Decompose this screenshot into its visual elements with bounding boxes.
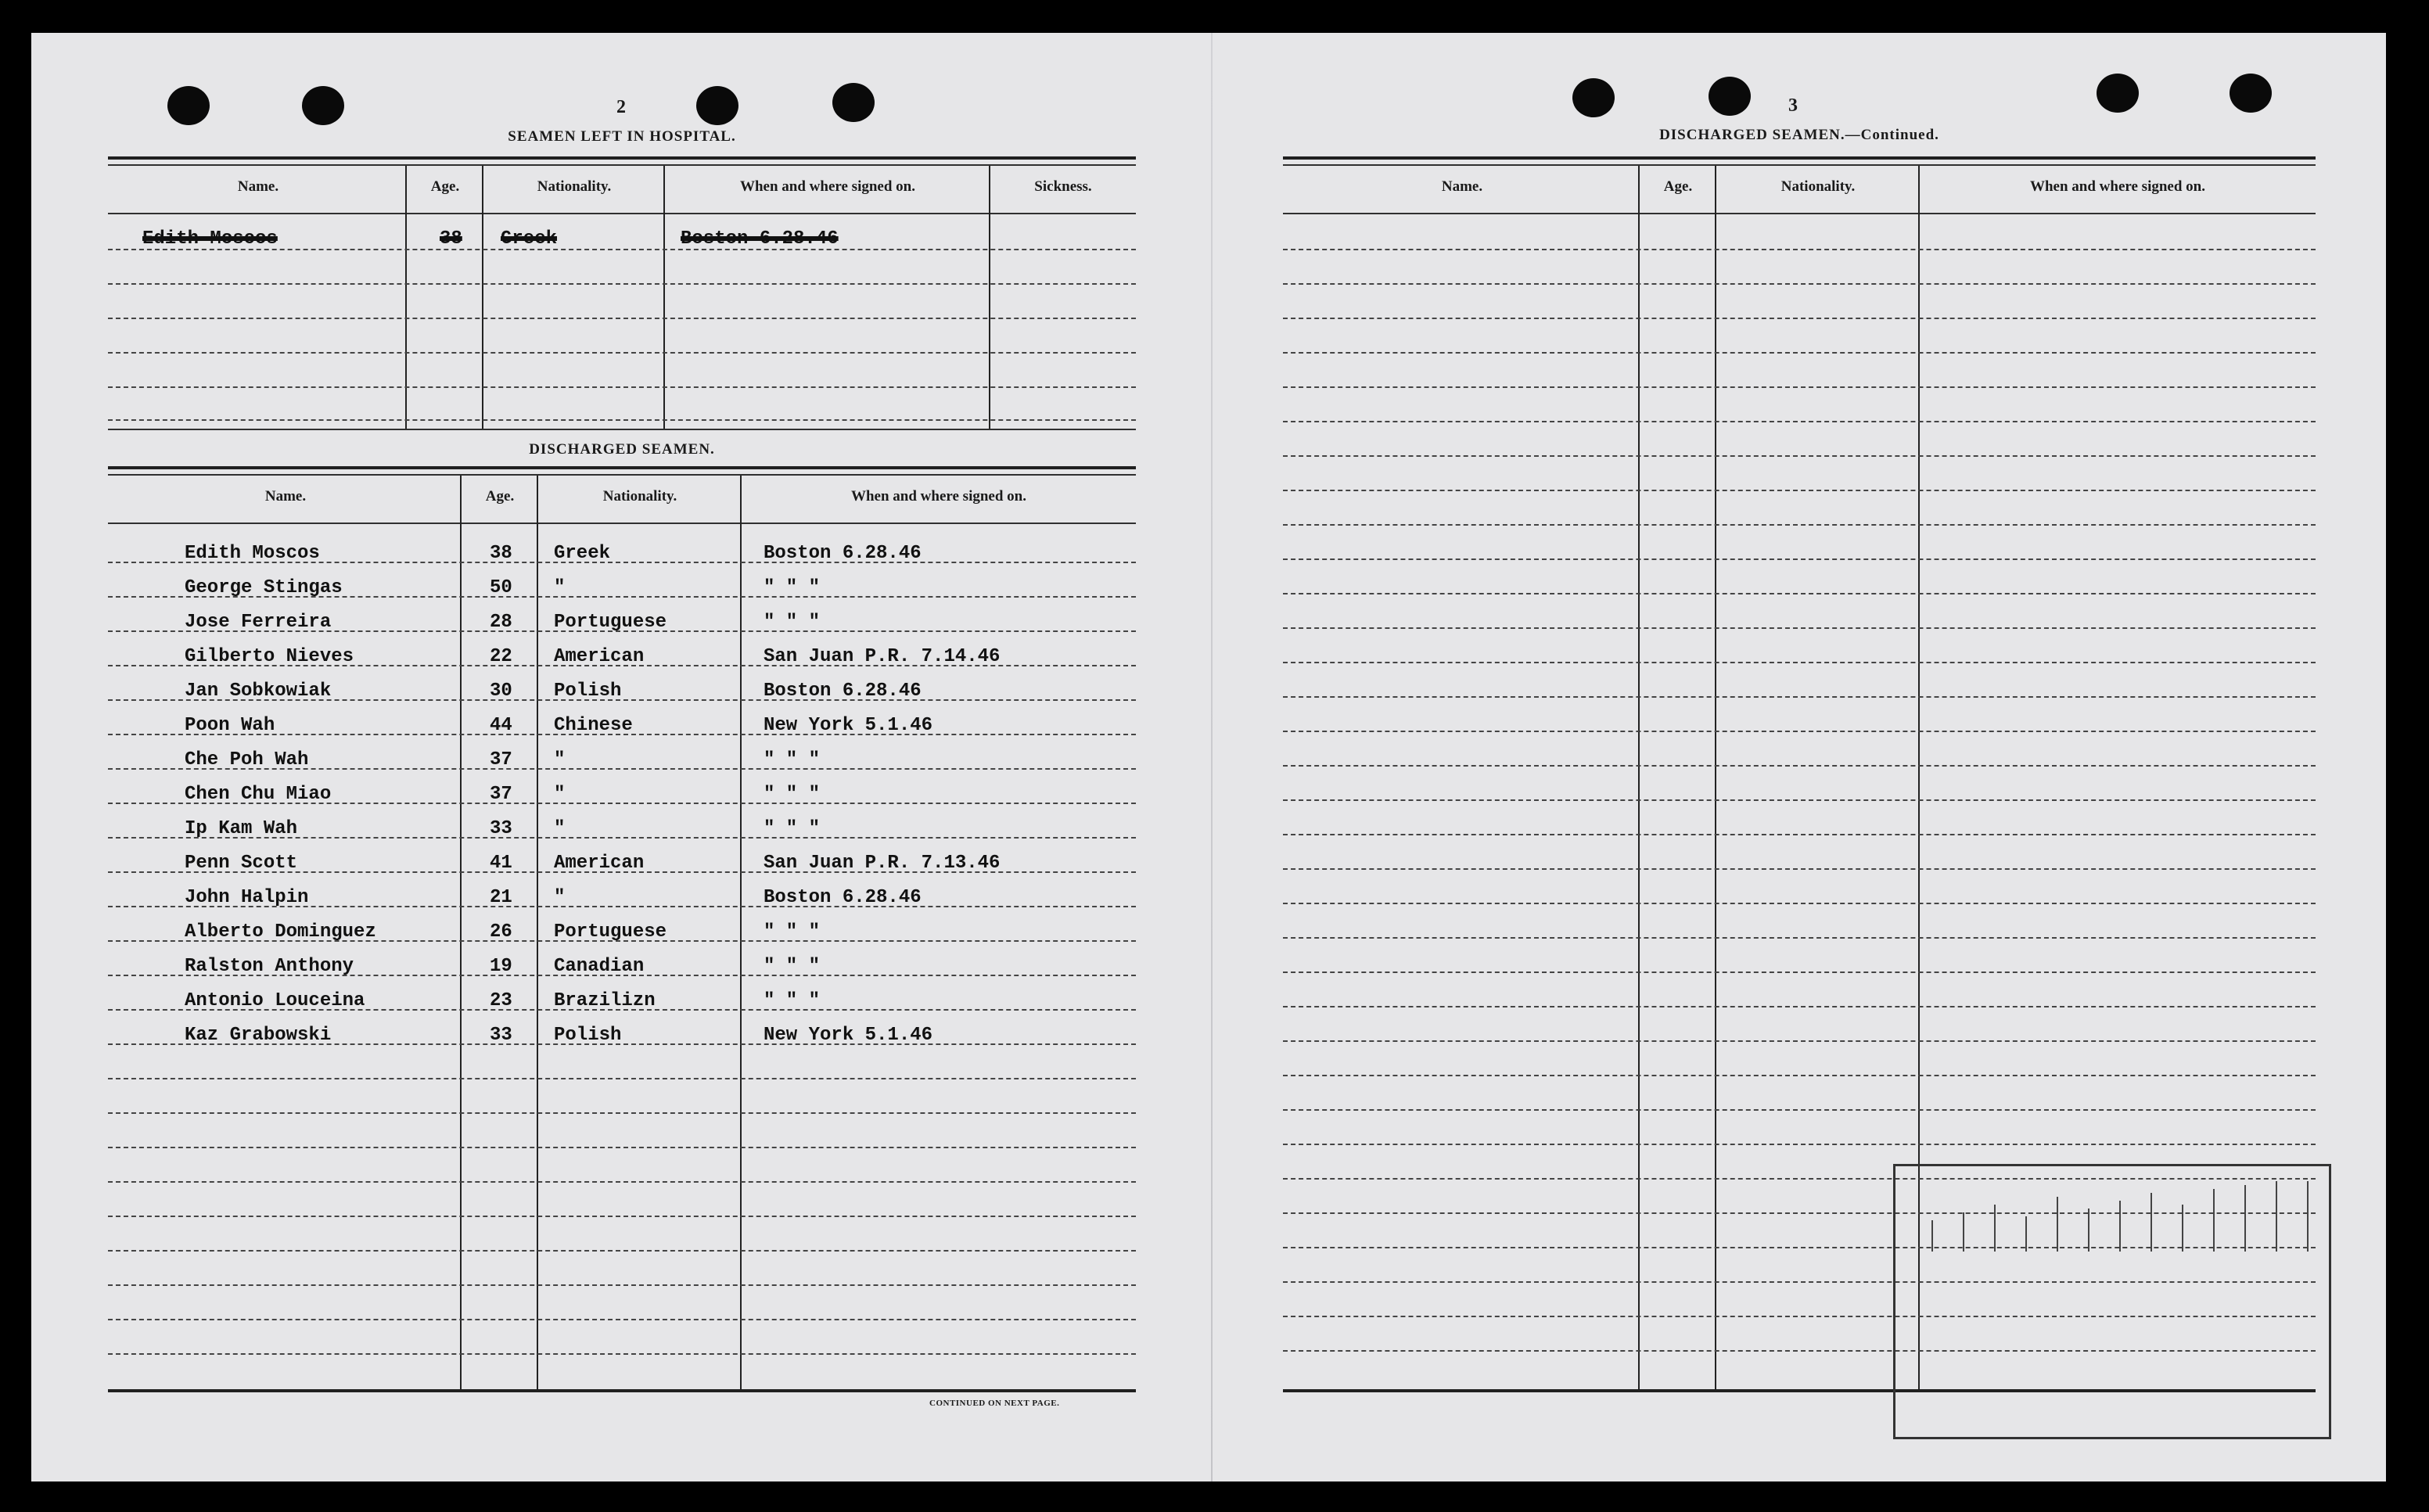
row-line: [1283, 1040, 2316, 1042]
seaman-signed-on: " " ": [764, 956, 821, 977]
seaman-age: 23: [490, 990, 512, 1011]
row-line: [1283, 868, 2316, 870]
rule: [108, 164, 1136, 166]
hospital-name-crossed: Edith Moscos: [142, 228, 278, 250]
hospital-nationality-crossed: Greek: [501, 228, 558, 250]
row-line: [108, 1147, 1136, 1148]
seaman-signed-on: San Juan P.R. 7.13.46: [764, 853, 1001, 874]
seaman-signed-on: " " ": [764, 749, 821, 770]
rule: [108, 1389, 1136, 1392]
punch-hole: [2097, 74, 2139, 113]
rule: [108, 466, 1136, 469]
row-line: [1283, 421, 2316, 422]
row-line: [108, 352, 1136, 354]
row-line: [108, 419, 1136, 421]
row-line: [1283, 627, 2316, 629]
seaman-name: Chen Chu Miao: [185, 784, 332, 805]
header-signed-on: When and where signed on.: [739, 178, 915, 195]
seaman-age: 37: [490, 784, 512, 805]
seaman-name: Ralston Anthony: [185, 956, 354, 977]
header-sickness: Sickness.: [1034, 178, 1092, 195]
header-name: Name.: [237, 178, 279, 195]
column-divider: [1638, 166, 1640, 1389]
seaman-name: Penn Scott: [185, 853, 298, 874]
seaman-nationality: Polish: [554, 681, 622, 702]
punch-hole: [167, 86, 210, 125]
seaman-name: Ip Kam Wah: [185, 818, 298, 839]
seaman-nationality: Portuguese: [554, 921, 667, 943]
seaman-name: Jan Sobkowiak: [185, 681, 332, 702]
rule: [1283, 164, 2316, 166]
seaman-name: Antonio Louceina: [185, 990, 365, 1011]
page-fold: [1211, 33, 1213, 1481]
row-line: [108, 1216, 1136, 1217]
rule: [108, 213, 1136, 214]
seaman-name: Alberto Dominguez: [185, 921, 376, 943]
row-line: [108, 1353, 1136, 1355]
row-line: [1283, 524, 2316, 526]
column-divider: [482, 166, 483, 429]
hospital-signed-on-crossed: Boston 6.28.46: [681, 228, 839, 250]
seaman-age: 37: [490, 749, 512, 770]
page-number: 3: [1788, 95, 1798, 116]
seaman-signed-on: Boston 6.28.46: [764, 543, 922, 564]
rule: [1283, 213, 2316, 214]
archive-stamp-marks: [1901, 1173, 2327, 1267]
row-line: [1283, 1006, 2316, 1007]
column-divider: [1715, 166, 1716, 1389]
seaman-signed-on: " " ": [764, 990, 821, 1011]
seaman-age: 50: [490, 577, 512, 598]
rule: [108, 523, 1136, 524]
row-line: [108, 1319, 1136, 1320]
row-line: [1283, 249, 2316, 250]
seaman-age: 30: [490, 681, 512, 702]
seaman-nationality: Portuguese: [554, 612, 667, 633]
seaman-nationality: ": [554, 784, 566, 805]
seaman-signed-on: " " ": [764, 784, 821, 805]
rule: [108, 429, 1136, 430]
seaman-nationality: American: [554, 646, 645, 667]
seaman-nationality: Canadian: [554, 956, 645, 977]
header-age: Age.: [430, 178, 460, 195]
row-line: [108, 249, 1136, 250]
seaman-name: Che Poh Wah: [185, 749, 309, 770]
continued-note: CONTINUED ON NEXT PAGE.: [929, 1399, 1060, 1408]
header-age: Age.: [1663, 178, 1693, 195]
punch-hole: [1709, 77, 1751, 116]
header-name: Name.: [1441, 178, 1483, 195]
seaman-name: George Stingas: [185, 577, 343, 598]
row-line: [1283, 731, 2316, 732]
row-line: [1283, 971, 2316, 973]
seaman-name: Poon Wah: [185, 715, 275, 736]
punch-hole: [302, 86, 344, 125]
row-line: [1283, 386, 2316, 388]
column-divider: [663, 166, 665, 429]
row-line: [1283, 455, 2316, 457]
row-line: [1283, 1144, 2316, 1145]
row-line: [1283, 799, 2316, 801]
column-divider: [405, 166, 407, 429]
discharged-section-title: DISCHARGED SEAMEN.: [529, 441, 715, 458]
seaman-signed-on: San Juan P.R. 7.14.46: [764, 646, 1001, 667]
row-line: [108, 283, 1136, 285]
seaman-nationality: ": [554, 577, 566, 598]
column-divider: [989, 166, 990, 429]
seaman-signed-on: Boston 6.28.46: [764, 681, 922, 702]
header-name: Name.: [264, 488, 307, 505]
seaman-nationality: ": [554, 818, 566, 839]
seaman-name: Edith Moscos: [185, 543, 320, 564]
seaman-signed-on: " " ": [764, 818, 821, 839]
page-number: 2: [616, 97, 626, 117]
hospital-age-crossed: 38: [440, 228, 462, 250]
seaman-name: Jose Ferreira: [185, 612, 332, 633]
row-line: [108, 1078, 1136, 1079]
seaman-nationality: American: [554, 853, 645, 874]
seaman-nationality: Chinese: [554, 715, 633, 736]
row-line: [1283, 937, 2316, 939]
row-line: [108, 1181, 1136, 1183]
seaman-age: 38: [490, 543, 512, 564]
rule: [108, 474, 1136, 476]
seaman-age: 33: [490, 818, 512, 839]
seaman-signed-on: " " ": [764, 612, 821, 633]
row-line: [1283, 662, 2316, 663]
header-nationality: Nationality.: [537, 178, 612, 195]
row-line: [1283, 490, 2316, 491]
seaman-nationality: Polish: [554, 1025, 622, 1046]
column-divider: [460, 476, 462, 1389]
punch-hole: [696, 86, 738, 125]
seaman-signed-on: " " ": [764, 577, 821, 598]
seaman-age: 26: [490, 921, 512, 943]
rule: [108, 156, 1136, 160]
seaman-nationality: ": [554, 749, 566, 770]
row-line: [1283, 903, 2316, 904]
header-nationality: Nationality.: [1780, 178, 1856, 195]
seaman-signed-on: " " ": [764, 921, 821, 943]
seaman-nationality: Brazilizn: [554, 990, 656, 1011]
row-line: [1283, 696, 2316, 698]
column-divider: [740, 476, 742, 1389]
row-line: [1283, 283, 2316, 285]
seaman-age: 22: [490, 646, 512, 667]
header-age: Age.: [485, 488, 515, 505]
seaman-age: 28: [490, 612, 512, 633]
row-line: [108, 318, 1136, 319]
row-line: [108, 1112, 1136, 1114]
punch-hole: [1572, 78, 1615, 117]
header-nationality: Nationality.: [602, 488, 677, 505]
row-line: [1283, 593, 2316, 594]
right-section-title: DISCHARGED SEAMEN.—Continued.: [1659, 127, 1939, 143]
row-line: [108, 386, 1136, 388]
row-line: [1283, 352, 2316, 354]
punch-hole: [832, 83, 875, 122]
header-signed-on: When and where signed on.: [2029, 178, 2205, 195]
seaman-age: 41: [490, 853, 512, 874]
seaman-age: 19: [490, 956, 512, 977]
row-line: [108, 1284, 1136, 1286]
hospital-section-title: SEAMEN LEFT IN HOSPITAL.: [508, 128, 736, 145]
row-line: [108, 1250, 1136, 1252]
seaman-name: Kaz Grabowski: [185, 1025, 332, 1046]
seaman-nationality: ": [554, 887, 566, 908]
seaman-signed-on: Boston 6.28.46: [764, 887, 922, 908]
rule: [1283, 156, 2316, 160]
seaman-name: Gilberto Nieves: [185, 646, 354, 667]
row-line: [1283, 1075, 2316, 1076]
header-signed-on: When and where signed on.: [850, 488, 1026, 505]
seaman-nationality: Greek: [554, 543, 611, 564]
seaman-age: 44: [490, 715, 512, 736]
seaman-age: 33: [490, 1025, 512, 1046]
seaman-name: John Halpin: [185, 887, 309, 908]
row-line: [1283, 318, 2316, 319]
row-line: [1283, 765, 2316, 767]
column-divider: [537, 476, 538, 1389]
seaman-signed-on: New York 5.1.46: [764, 715, 933, 736]
seaman-signed-on: New York 5.1.46: [764, 1025, 933, 1046]
row-line: [1283, 834, 2316, 835]
seaman-age: 21: [490, 887, 512, 908]
row-line: [1283, 1109, 2316, 1111]
punch-hole: [2230, 74, 2272, 113]
row-line: [1283, 558, 2316, 560]
